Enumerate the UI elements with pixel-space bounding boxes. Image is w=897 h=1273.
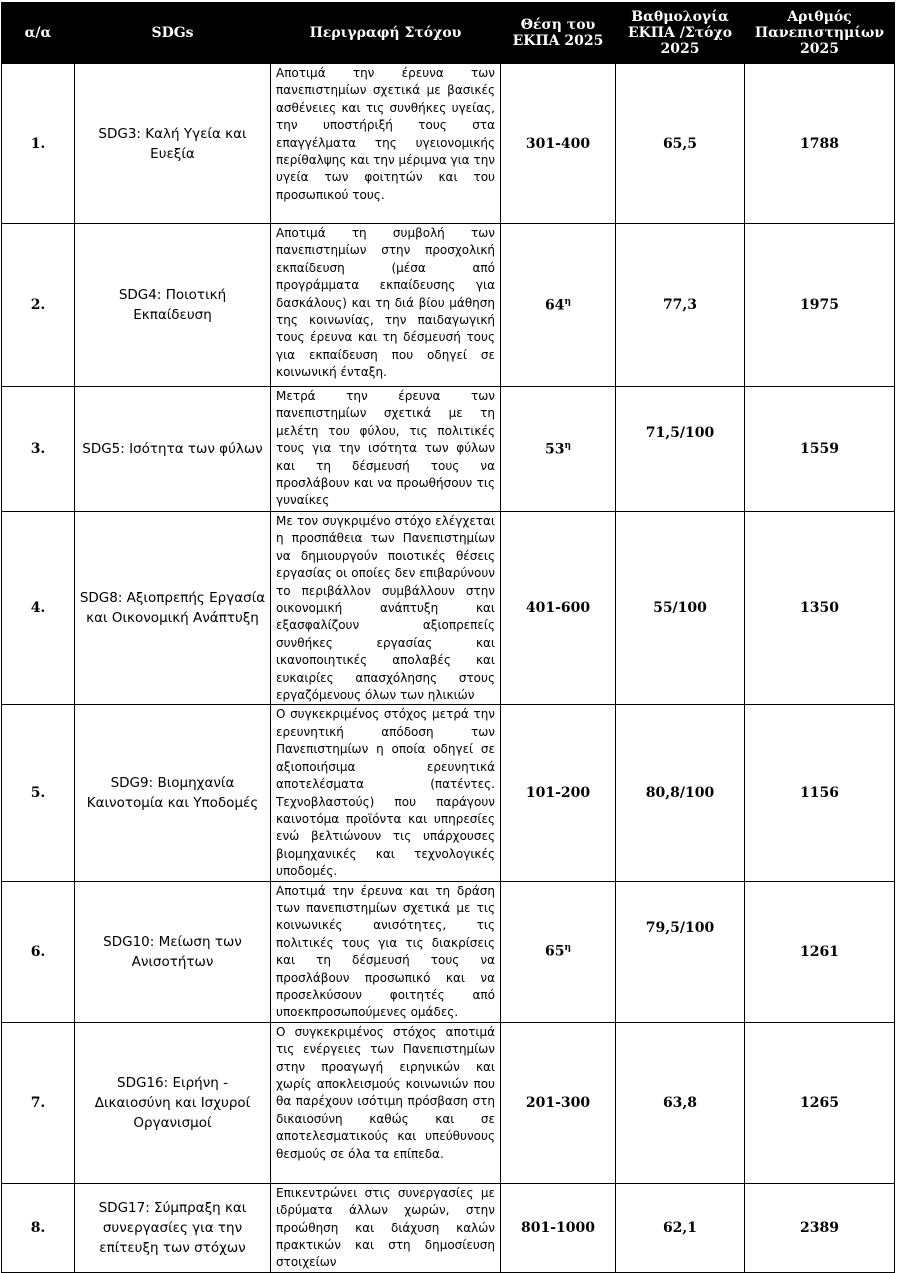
score-value: 55/100 [616, 512, 745, 705]
goal-description: Ο συγκεκριμένος στόχος μετρά την ερευνητική απόδοση των Πανεπιστημίων η οποία οδηγεί σε αξιοποιήσιμα ερευνητικά αποτελέσματα (πατέντες. Τεχνοβλαστούς) που παράγουν καινοτόμα προϊόντα και υπηρεσίες ενώ βελτιώνουν τις υπάρχουσες βιομηχανικές και τεχνολογικές υποδομές. [271, 705, 501, 881]
goal-description: Ο συγκεκριμένος στόχος αποτιμά τις ενέργειες των Πανεπιστημίων στην προαγωγή ειρηνικών και χωρίς αποκλεισμούς κοινωνιών που θα παρέχουν ισότιμη πρόσβαση στη δικαιοσύνη καθώς και σε αποτελεσματικούς και υπεύθυνους θεσμούς σε όλα τα επίπεδα. [271, 1022, 501, 1183]
header-rank: Θέση του ΕΚΠΑ 2025 [501, 3, 616, 64]
table-row [2, 705, 895, 881]
rank-ordinal-suffix: η [564, 296, 572, 307]
row-number: 4. [2, 512, 75, 705]
rank-ordinal-suffix: η [564, 943, 572, 954]
rank-value: 301-400 [501, 64, 616, 224]
rank-number: 64 [544, 297, 565, 314]
table-row [2, 881, 895, 1022]
table-row [2, 512, 895, 705]
table-row [2, 1022, 895, 1183]
rank-value: 201-300 [501, 1022, 616, 1183]
table-row [2, 64, 895, 224]
rank-number: 65 [544, 943, 565, 960]
sdg-name: SDG17: Σύμπραξη και συνεργασίες για την επίτευξη των στόχων [75, 1183, 271, 1272]
sdg-name: SDG3: Καλή Υγεία και Ευεξία [75, 64, 271, 224]
score-value: 71,5/100 [616, 387, 745, 512]
goal-description: Αποτιμά τη συμβολή των πανεπιστημίων στην προσχολική εκπαίδευση (μέσα από προγράμματα εκπαίδευσης για δασκάλους) και τη διά βίου μάθηση της κοινωνίας, την παιδαγωγική τους έρευνα και τη δέσμευσή τους για εκπαίδευση που οδηγεί σε κοινωνική ένταξη. [271, 224, 501, 387]
rank-value: 101-200 [501, 705, 616, 881]
sdg-name: SDG9: Βιομηχανία Καινοτομία και Υποδομές [75, 705, 271, 881]
score-value: 80,8/100 [616, 705, 745, 881]
university-count: 1156 [745, 705, 895, 881]
score-value: 62,1 [616, 1183, 745, 1272]
sdg-name: SDG5: Ισότητα των φύλων [75, 387, 271, 512]
university-count: 1261 [745, 881, 895, 1022]
sdg-name: SDG8: Αξιοπρεπής Εργασία και Οικονομική Ανάπτυξη [75, 512, 271, 705]
rank-value [501, 224, 616, 387]
row-number: 8. [2, 1183, 75, 1272]
sdg-name: SDG16: Ειρήνη - Δικαιοσύνη και Ισχυροί Οργανισμοί [75, 1022, 271, 1183]
sdg-name: SDG10: Μείωση των Ανισοτήτων [75, 881, 271, 1022]
sdg-ranking-table [1, 2, 895, 1273]
goal-description: Αποτιμά την έρευνα και τη δράση των πανεπιστημίων σχετικά με τις κοινωνικές ανισότητες, τις πολιτικές τους για τις διακρίσεις και τη δέσμευσή τους να προσλάβουν προσωπικό και να προσελκύσουν φοιτητές από υποεκπροσωπούμενες ομάδες. [271, 881, 501, 1022]
header-description: Περιγραφή Στόχου [271, 3, 501, 64]
row-number: 6. [2, 881, 75, 1022]
row-number: 2. [2, 224, 75, 387]
header-sdgs: SDGs [75, 3, 271, 64]
university-count: 1975 [745, 224, 895, 387]
header-university-count: Αριθμός Πανεπιστημίων 2025 [745, 3, 895, 64]
row-number: 7. [2, 1022, 75, 1183]
university-count: 1265 [745, 1022, 895, 1183]
rank-value [501, 881, 616, 1022]
header-row [2, 3, 895, 64]
university-count: 1788 [745, 64, 895, 224]
university-count: 1350 [745, 512, 895, 705]
score-value: 79,5/100 [616, 881, 745, 1022]
university-count: 1559 [745, 387, 895, 512]
table-row [2, 1183, 895, 1272]
table-row [2, 224, 895, 387]
row-number: 3. [2, 387, 75, 512]
goal-description: Μετρά την έρευνα των πανεπιστημίων σχετικά με τη μελέτη του φύλου, τις πολιτικές τους για την ισότητα των φύλων και τη δέσμευσή τους να προσλάβουν και να προωθήσουν τις γυναίκες [271, 387, 501, 512]
university-count: 2389 [745, 1183, 895, 1272]
goal-description: Με τον συγκριμένο στόχο ελέγχεται η προσπάθεια των Πανεπιστημίων να δημιουργούν ποιοτικές θέσεις εργασίας οι οποίες δεν επιβαρύνουν το περιβάλλον συμβάλλουν στην οικονομική ανάπτυξη και εξασφαλίζουν αξιοπρεπείς συνθήκες εργασίας και ικανοποιητικές απολαβές και ευκαιρίες απασχόλησης στους εργαζόμενους όλων των ηλικιών [271, 512, 501, 705]
rank-value: 401-600 [501, 512, 616, 705]
rank-number: 53 [544, 441, 565, 458]
score-value: 65,5 [616, 64, 745, 224]
score-value: 63,8 [616, 1022, 745, 1183]
rank-value [501, 387, 616, 512]
header-score: Βαθμολογία ΕΚΠΑ /Στόχο 2025 [616, 3, 745, 64]
row-number: 5. [2, 705, 75, 881]
rank-value: 801-1000 [501, 1183, 616, 1272]
sdg-name: SDG4: Ποιοτική Εκπαίδευση [75, 224, 271, 387]
header-aa: α/α [2, 3, 75, 64]
row-number: 1. [2, 64, 75, 224]
rank-ordinal-suffix: η [564, 440, 572, 451]
goal-description: Αποτιμά την έρευνα των πανεπιστημίων σχετικά με βασικές ασθένειες και τις συνθήκες υγείας, την υποστήριξή τους στα επαγγέλματα της υγειονομικής περίθαλψης και την μέριμνα για την υγεία των φοιτητών και του προσωπικού τους. [271, 64, 501, 224]
score-value: 77,3 [616, 224, 745, 387]
goal-description: Επικεντρώνει στις συνεργασίες με ιδρύματα άλλων χωρών, στην προώθηση και διάχυση καλών πρακτικών και στη δημοσίευση στοιχείων [271, 1183, 501, 1272]
table-row [2, 387, 895, 512]
